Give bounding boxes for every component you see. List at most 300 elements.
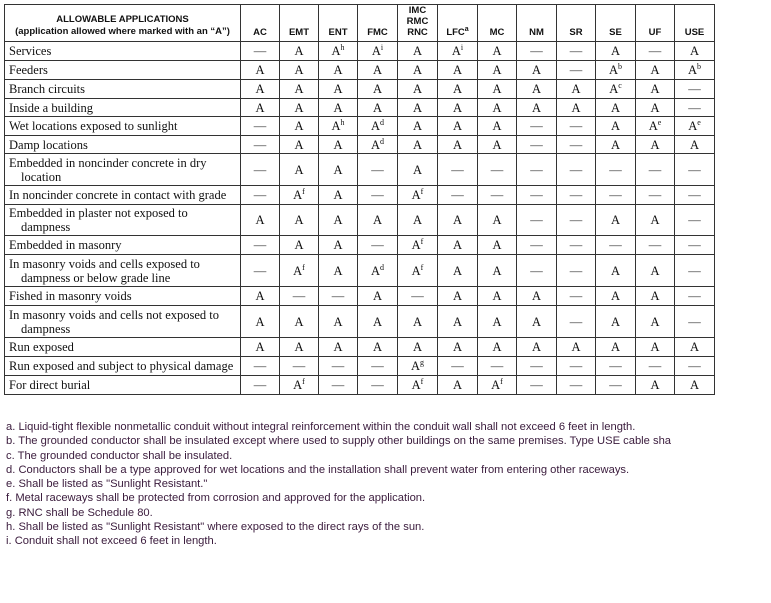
allowance-cell	[478, 236, 517, 255]
allowance-cell	[636, 306, 675, 338]
allowed-mark: A	[689, 378, 700, 392]
allowance-cell	[358, 236, 398, 255]
not-allowed-mark: —	[688, 289, 701, 303]
footnote-ref: e	[697, 118, 701, 127]
allowance-cell	[596, 80, 636, 99]
allowed-mark: A	[689, 137, 700, 152]
application-label-text: Embedded in plaster not exposed to	[9, 206, 188, 220]
allowed-mark: A	[255, 63, 265, 77]
allowance-cell	[241, 236, 280, 255]
allowed-mark: A	[452, 63, 463, 77]
allowance-cell	[596, 338, 636, 357]
allowance-cell	[596, 136, 636, 154]
allowance-cell	[438, 42, 478, 61]
allowed-mark: A	[492, 100, 502, 115]
allowed-mark: A	[650, 100, 660, 115]
allowance-cell	[557, 154, 596, 186]
table-row	[5, 61, 715, 80]
not-allowed-mark: —	[688, 238, 701, 252]
application-label-text: Embedded in noncinder concrete in dry	[9, 155, 207, 170]
column-header-emt	[280, 5, 319, 42]
allowance-cell	[636, 80, 675, 99]
allowed-mark: A	[371, 44, 381, 58]
allowed-mark: A	[492, 340, 502, 354]
allowance-cell	[398, 136, 438, 154]
allowance-cell	[358, 306, 398, 338]
column-header-label: FMC	[367, 27, 388, 38]
allowed-mark: A	[492, 314, 502, 329]
footnote-ref: f	[420, 187, 424, 196]
allowed-mark: A	[452, 263, 463, 278]
not-allowed-mark: —	[609, 378, 622, 392]
allowance-cell	[675, 287, 715, 306]
application-label-text: For direct burial	[9, 378, 91, 392]
allowed-mark: A	[571, 100, 581, 115]
allowed-mark: A	[255, 340, 265, 354]
allowance-cell	[478, 80, 517, 99]
allowance-cell	[557, 255, 596, 287]
footnote-ref: f	[302, 377, 305, 386]
allowance-cell	[319, 99, 358, 117]
allowed-mark: A	[294, 340, 304, 354]
not-allowed-mark: —	[530, 188, 543, 202]
not-allowed-mark: —	[371, 162, 384, 177]
allowed-mark: A	[411, 188, 421, 202]
allowance-cell	[478, 117, 517, 136]
application-label	[5, 205, 241, 236]
allowance-cell	[478, 338, 517, 357]
applications-column-header	[5, 5, 241, 42]
not-allowed-mark: —	[569, 44, 583, 58]
footnote-ref: f	[500, 377, 503, 386]
not-allowed-mark: —	[371, 359, 384, 373]
not-allowed-mark: —	[530, 213, 543, 227]
allowance-cell	[241, 376, 280, 395]
allowance-cell	[241, 338, 280, 357]
allowance-cell	[358, 42, 398, 61]
column-header-label: MC	[489, 27, 505, 38]
column-header-sr	[557, 5, 596, 42]
allowance-cell	[438, 306, 478, 338]
allowance-cell	[557, 357, 596, 376]
application-label-continuation: location	[21, 169, 62, 184]
allowance-cell	[280, 357, 319, 376]
allowed-mark: A	[452, 213, 463, 227]
allowed-mark: A	[411, 263, 421, 278]
allowance-cell	[438, 61, 478, 80]
allowance-cell	[241, 154, 280, 186]
allowance-cell	[557, 376, 596, 395]
applications-title: ALLOWABLE APPLICATIONS	[56, 14, 189, 25]
allowance-cell	[280, 205, 319, 236]
not-allowed-mark: —	[411, 289, 424, 303]
not-allowed-mark: —	[253, 378, 267, 392]
allowance-cell	[358, 287, 398, 306]
allowed-mark: A	[610, 289, 621, 303]
not-allowed-mark: —	[530, 359, 543, 373]
allowed-mark: A	[610, 263, 621, 278]
allowed-mark: A	[370, 119, 381, 133]
not-allowed-mark: —	[530, 263, 543, 278]
allowed-mark: A	[451, 44, 461, 58]
not-allowed-mark: —	[609, 359, 622, 373]
not-allowed-mark: —	[569, 314, 583, 329]
allowance-cell	[319, 186, 358, 205]
allowed-mark: A	[492, 119, 502, 133]
allowance-cell	[636, 61, 675, 80]
allowance-cell	[478, 99, 517, 117]
footnote: h. Shall be listed as "Sunlight Resistant" where exposed to the direct rays of the sun.	[6, 521, 425, 534]
allowed-mark: A	[492, 44, 502, 58]
not-allowed-mark: —	[253, 137, 267, 152]
allowance-cell	[517, 306, 557, 338]
application-label	[5, 61, 241, 80]
allowed-mark: A	[610, 44, 621, 58]
application-label-text: Run exposed and subject to physical damage	[9, 359, 234, 373]
not-allowed-mark: —	[253, 359, 267, 373]
allowance-cell	[557, 42, 596, 61]
allowance-cell	[319, 236, 358, 255]
allowance-cell	[636, 357, 675, 376]
not-allowed-mark: —	[688, 100, 701, 115]
allowance-cell	[438, 136, 478, 154]
allowance-cell	[636, 117, 675, 136]
application-label-text: Embedded in masonry	[9, 238, 122, 252]
allowance-cell	[280, 136, 319, 154]
allowance-cell	[438, 80, 478, 99]
application-label	[5, 136, 241, 154]
allowance-cell	[557, 205, 596, 236]
allowance-cell	[280, 154, 319, 186]
column-header-ent	[319, 5, 358, 42]
application-label	[5, 236, 241, 255]
allowed-mark: A	[294, 82, 304, 96]
allowance-cell	[596, 255, 636, 287]
allowance-cell	[358, 99, 398, 117]
allowance-cell	[675, 357, 715, 376]
footnote-ref: b	[618, 62, 623, 71]
allowed-mark: A	[650, 82, 660, 96]
allowed-mark: A	[412, 82, 423, 96]
allowance-cell	[636, 205, 675, 236]
not-allowed-mark: —	[569, 378, 583, 392]
allowance-cell	[596, 236, 636, 255]
allowance-cell	[280, 61, 319, 80]
allowance-cell	[319, 338, 358, 357]
not-allowed-mark: —	[688, 82, 701, 96]
allowance-cell	[517, 117, 557, 136]
allowed-mark: A	[531, 340, 542, 354]
allowed-mark: A	[294, 162, 304, 177]
allowance-cell	[358, 61, 398, 80]
allowance-cell	[596, 99, 636, 117]
allowed-mark: A	[531, 100, 542, 115]
allowance-cell	[517, 99, 557, 117]
allowed-mark: A	[411, 378, 421, 392]
column-header-se	[596, 5, 636, 42]
footnote: a. Liquid-tight flexible nonmetallic conduit without integral reinforcement within the conduit wall shall not exceed 6 feet in length.	[6, 421, 636, 433]
footnote-ref: e	[657, 118, 662, 127]
not-allowed-mark: —	[253, 44, 267, 58]
column-header-label: RNC	[407, 27, 428, 38]
allowed-mark: A	[372, 340, 383, 354]
allowance-cell	[636, 136, 675, 154]
allowed-mark: A	[610, 213, 621, 227]
allowed-mark: A	[452, 137, 463, 152]
allowance-cell	[358, 338, 398, 357]
column-header-label: EMT	[288, 27, 310, 38]
allowance-cell	[241, 99, 280, 117]
allowance-cell	[398, 255, 438, 287]
allowed-mark: A	[412, 119, 423, 133]
allowance-cell	[438, 186, 478, 205]
allowed-mark: A	[333, 82, 343, 96]
allowance-cell	[398, 186, 438, 205]
allowed-mark: A	[372, 63, 383, 77]
allowance-cell	[675, 42, 715, 61]
table-row	[5, 136, 715, 154]
allowed-mark: A	[255, 100, 265, 115]
not-allowed-mark: —	[648, 44, 662, 58]
not-allowed-mark: —	[609, 238, 622, 252]
allowance-cell	[438, 255, 478, 287]
allowance-cell	[319, 154, 358, 186]
allowance-cell	[280, 338, 319, 357]
allowance-cell	[557, 306, 596, 338]
allowance-cell	[241, 136, 280, 154]
not-allowed-mark: —	[530, 238, 543, 252]
allowance-cell	[675, 205, 715, 236]
allowed-mark: A	[412, 340, 423, 354]
allowance-cell	[398, 42, 438, 61]
allowance-cell	[478, 42, 517, 61]
allowed-mark: A	[333, 238, 343, 252]
allowance-cell	[596, 357, 636, 376]
allowed-mark: A	[255, 314, 265, 329]
allowance-cell	[358, 255, 398, 287]
allowed-mark: A	[333, 162, 343, 177]
allowance-cell	[517, 205, 557, 236]
column-header-label: SR	[569, 27, 583, 38]
not-allowed-mark: —	[292, 289, 306, 303]
application-label-text: Fished in masonry voids	[9, 289, 132, 303]
allowed-mark: A	[333, 213, 343, 227]
allowance-cell	[280, 186, 319, 205]
not-allowed-mark: —	[490, 188, 504, 202]
footnote: b. The grounded conductor shall be insulated except where used to supply other buildings on the same premises. Type USE cable sha	[6, 435, 672, 448]
allowed-mark: A	[452, 82, 463, 96]
not-allowed-mark: —	[490, 162, 504, 177]
allowance-cell	[438, 338, 478, 357]
allowed-mark: A	[412, 100, 423, 115]
allowed-mark: A	[331, 119, 341, 133]
allowance-cell	[319, 306, 358, 338]
footnote: d. Conductors shall be a type approved for wet locations and the installation shall prevent water from entering other raceways.	[6, 463, 630, 476]
not-allowed-mark: —	[331, 359, 345, 373]
allowed-mark: A	[333, 340, 343, 354]
allowed-mark: A	[689, 340, 700, 354]
allowance-cell	[517, 338, 557, 357]
allowed-mark: A	[412, 63, 423, 77]
not-allowed-mark: —	[609, 162, 622, 177]
column-header-label: RMC	[406, 16, 429, 27]
allowance-cell	[241, 287, 280, 306]
allowed-mark: A	[452, 238, 463, 252]
allowed-mark: A	[412, 314, 423, 329]
allowance-cell	[241, 255, 280, 287]
not-allowed-mark: —	[688, 263, 701, 278]
not-allowed-mark: —	[253, 119, 267, 133]
allowance-cell	[636, 287, 675, 306]
allowance-cell	[517, 357, 557, 376]
not-allowed-mark: —	[451, 188, 464, 202]
allowance-cell	[398, 99, 438, 117]
footnote-ref: f	[420, 237, 424, 246]
allowance-cell	[636, 338, 675, 357]
allowed-mark: A	[294, 213, 304, 227]
allowance-cell	[358, 186, 398, 205]
allowed-mark: A	[294, 137, 304, 152]
column-header-lfc	[438, 5, 478, 42]
allowed-mark: A	[492, 289, 502, 303]
allowance-cell	[280, 117, 319, 136]
allowed-mark: A	[650, 263, 660, 278]
allowance-cell	[398, 357, 438, 376]
allowance-cell	[675, 136, 715, 154]
allowance-cell	[398, 376, 438, 395]
allowance-cell	[319, 80, 358, 99]
application-label-text: Run exposed	[9, 340, 74, 354]
allowance-cell	[675, 236, 715, 255]
allowance-cell	[398, 80, 438, 99]
allowed-mark: A	[293, 188, 303, 202]
allowed-mark: A	[688, 119, 698, 133]
allowed-mark: A	[531, 289, 542, 303]
allowed-mark: A	[255, 289, 265, 303]
table-row	[5, 186, 715, 205]
table-row	[5, 255, 715, 287]
table-header-row	[5, 5, 715, 42]
allowance-cell	[675, 255, 715, 287]
not-allowed-mark: —	[688, 188, 701, 202]
allowance-cell	[596, 306, 636, 338]
allowance-cell	[438, 117, 478, 136]
allowed-mark: A	[294, 314, 304, 329]
allowed-mark: A	[491, 378, 501, 392]
allowance-cell	[398, 338, 438, 357]
allowance-cell	[438, 357, 478, 376]
allowed-mark: A	[492, 137, 502, 152]
allowance-cell	[358, 376, 398, 395]
footnote-ref: i	[460, 43, 464, 52]
allowed-mark: A	[571, 82, 581, 96]
allowance-cell	[478, 255, 517, 287]
application-label	[5, 306, 241, 338]
allowance-cell	[438, 205, 478, 236]
not-allowed-mark: —	[253, 188, 267, 202]
allowance-cell	[517, 376, 557, 395]
allowed-mark: A	[372, 100, 383, 115]
not-allowed-mark: —	[530, 162, 543, 177]
allowance-cell	[358, 357, 398, 376]
not-allowed-mark: —	[451, 162, 464, 177]
application-label	[5, 99, 241, 117]
allowed-mark: A	[650, 378, 660, 392]
allowed-mark: A	[333, 188, 343, 202]
application-label-text: Damp locations	[9, 137, 88, 152]
allowed-mark: A	[610, 314, 621, 329]
column-header-label: AC	[253, 27, 267, 38]
allowance-cell	[478, 376, 517, 395]
allowance-cell	[241, 61, 280, 80]
allowance-cell	[319, 42, 358, 61]
column-header-label: NM	[529, 27, 544, 38]
table-row	[5, 205, 715, 236]
allowance-cell	[398, 154, 438, 186]
column-header-use	[675, 5, 715, 42]
allowed-mark: A	[293, 263, 303, 278]
table-row	[5, 376, 715, 395]
allowance-cell	[517, 154, 557, 186]
allowance-cell	[636, 376, 675, 395]
allowed-mark: A	[648, 119, 658, 133]
allowed-mark: A	[492, 213, 502, 227]
allowance-cell	[478, 186, 517, 205]
allowance-cell	[398, 306, 438, 338]
footnote: i. Conduit shall not exceed 6 feet in length.	[6, 535, 217, 548]
application-label-text: In masonry voids and cells not exposed to	[9, 307, 220, 322]
allowance-cell	[438, 154, 478, 186]
not-allowed-mark: —	[688, 162, 701, 177]
footnote: f. Metal raceways shall be protected from corrosion and approved for the application.	[6, 492, 426, 505]
allowed-mark: A	[372, 314, 383, 329]
allowance-cell	[557, 61, 596, 80]
allowance-cell	[675, 306, 715, 338]
application-label-text: Wet locations exposed to sunlight	[9, 119, 178, 133]
allowed-mark: A	[370, 263, 381, 278]
allowance-cell	[557, 99, 596, 117]
allowed-mark: A	[531, 314, 542, 329]
footnote-ref: h	[340, 118, 345, 127]
not-allowed-mark: —	[569, 238, 583, 252]
allowed-mark: A	[294, 63, 304, 77]
allowance-cell	[478, 136, 517, 154]
application-label	[5, 186, 241, 205]
allowed-mark: A	[294, 119, 304, 133]
application-label-text: Inside a building	[9, 100, 94, 115]
footnote-ref: h	[340, 43, 345, 52]
footnote-ref: d	[380, 118, 385, 127]
allowance-cell	[398, 117, 438, 136]
allowed-mark: A	[412, 213, 423, 227]
allowed-mark: A	[452, 100, 463, 115]
allowance-cell	[241, 205, 280, 236]
allowance-cell	[319, 117, 358, 136]
allowed-mark: A	[411, 238, 421, 252]
allowance-cell	[557, 236, 596, 255]
allowance-cell	[517, 255, 557, 287]
allowance-cell	[675, 117, 715, 136]
allowance-cell	[319, 136, 358, 154]
application-label	[5, 255, 241, 287]
column-header-imc-rmc-rnc	[398, 5, 438, 42]
not-allowed-mark: —	[292, 359, 306, 373]
footnote-ref: b	[697, 62, 702, 71]
allowance-cell	[280, 42, 319, 61]
not-allowed-mark: —	[648, 359, 662, 373]
not-allowed-mark: —	[609, 188, 622, 202]
allowed-mark: A	[412, 162, 423, 177]
